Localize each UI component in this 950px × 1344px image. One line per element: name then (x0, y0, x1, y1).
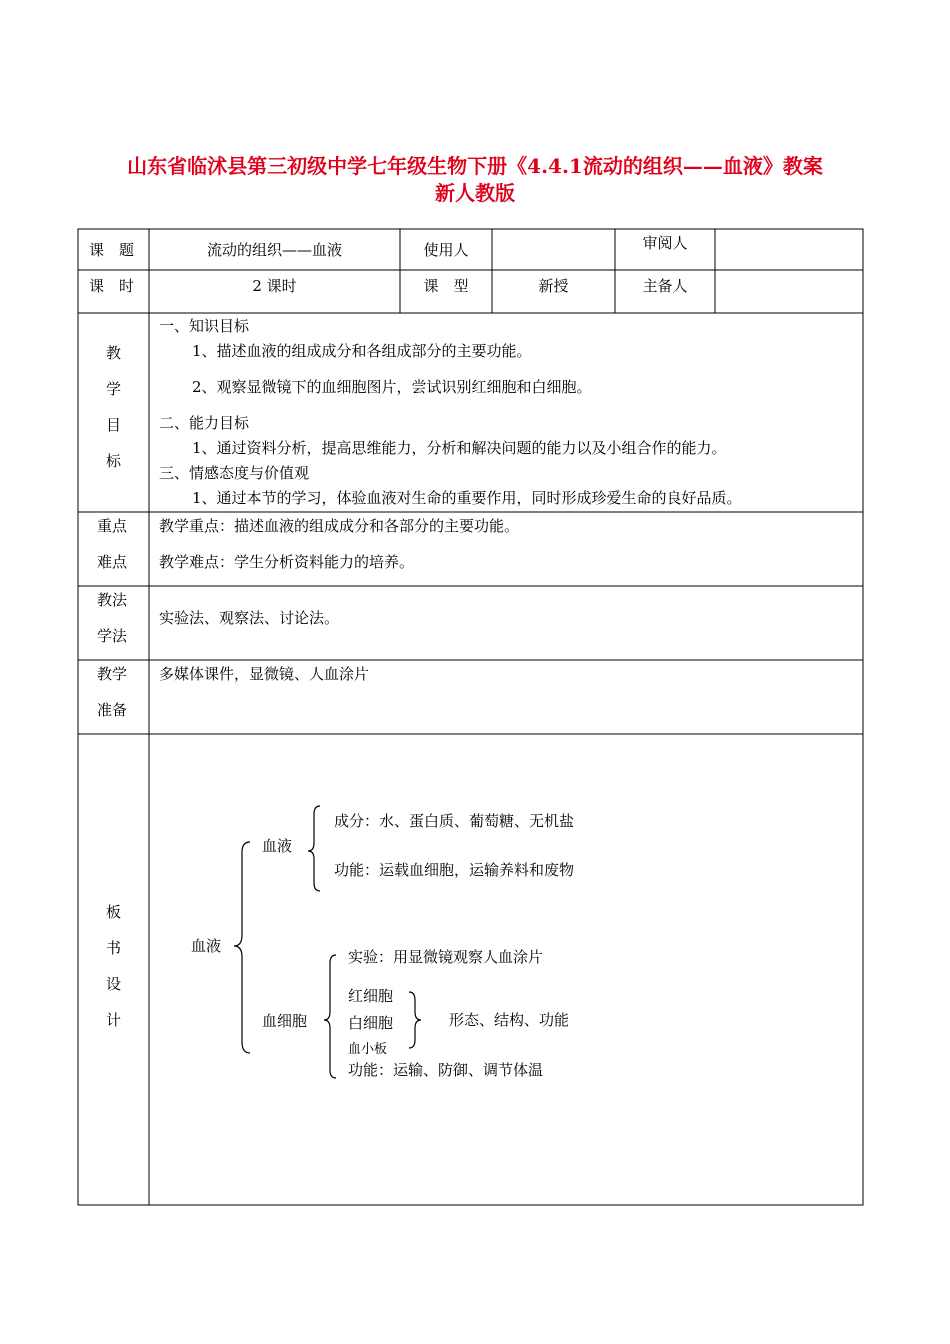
board-label-char: 计 (106, 1011, 122, 1029)
attitude-heading: 三、情感态度与价值观 (159, 464, 310, 482)
board-cell-aspects: 形态、结构、功能 (449, 1011, 570, 1029)
knowledge-item: 2、观察显微镜下的血细胞图片，尝试识别红细胞和白细胞。 (192, 378, 592, 396)
key-points-label: 重点 (97, 517, 128, 535)
knowledge-item: 1、描述血液的组成成分和各组成部分的主要功能。 (192, 342, 532, 360)
board-plasma-composition: 成分：水、蛋白质、葡萄糖、无机盐 (334, 812, 575, 830)
type-value: 新授 (538, 277, 569, 295)
preparation-text: 多媒体课件，显微镜、人血涂片 (159, 665, 370, 683)
key-points-label: 难点 (97, 553, 128, 571)
board-cells-function: 功能：运输、防御、调节体温 (348, 1061, 544, 1079)
goals-label-char: 学 (106, 380, 122, 398)
methods-label: 学法 (97, 627, 128, 645)
methods-text: 实验法、观察法、讨论法。 (159, 609, 340, 627)
document-title-line-1: 山东省临沭县第三初级中学七年级生物下册《4.4.1流动的组织——血液》教案 (127, 154, 823, 178)
teaching-difficulty: 教学难点：学生分析资料能力的培养。 (159, 553, 415, 571)
board-label-char: 书 (106, 939, 122, 957)
board-label-char: 板 (106, 903, 122, 921)
ability-item: 1、通过资料分析，提高思维能力，分析和解决问题的能力以及小组合作的能力。 (192, 439, 727, 457)
preparation-label: 教学 (97, 665, 128, 683)
goals-label-char: 标 (106, 452, 122, 470)
root-brace-icon (234, 842, 250, 1053)
ability-heading: 二、能力目标 (159, 414, 250, 432)
board-white-cell: 白细胞 (348, 1014, 394, 1032)
goals-label-char: 教 (106, 344, 122, 362)
board-root-blood: 血液 (191, 937, 222, 955)
methods-label: 教法 (97, 591, 128, 609)
preparer-label: 主备人 (642, 277, 688, 295)
teaching-focus: 教学重点：描述血液的组成成分和各部分的主要功能。 (159, 517, 520, 535)
table-outer-border (78, 229, 863, 1205)
hours-label: 课 时 (89, 277, 135, 295)
type-label: 课 型 (423, 277, 469, 295)
reviewer-label: 审阅人 (642, 234, 688, 252)
board-red-cell: 红细胞 (348, 987, 394, 1005)
board-cells-experiment: 实验：用显微镜观察人血涂片 (348, 948, 544, 966)
hours-value: 2 课时 (252, 277, 297, 295)
goals-label-char: 目 (106, 416, 122, 434)
plasma-brace-icon (308, 806, 320, 891)
document-title-line-2: 新人教版 (435, 181, 515, 205)
board-blood-cells: 血细胞 (262, 1012, 308, 1030)
board-platelet: 血小板 (348, 1042, 388, 1057)
cells-brace-icon (324, 955, 336, 1078)
user-label: 使用人 (423, 241, 469, 259)
preparation-label: 准备 (97, 701, 128, 719)
knowledge-heading: 一、知识目标 (159, 317, 250, 335)
topic-label: 课 题 (89, 241, 135, 259)
board-plasma: 血液 (262, 837, 293, 855)
board-plasma-function: 功能：运载血细胞，运输养料和废物 (334, 861, 575, 879)
cell-types-brace-icon (409, 992, 421, 1048)
attitude-item: 1、通过本节的学习，体验血液对生命的重要作用，同时形成珍爱生命的良好品质。 (192, 489, 742, 507)
board-label-char: 设 (106, 975, 122, 993)
topic-value: 流动的组织——血液 (206, 241, 342, 259)
